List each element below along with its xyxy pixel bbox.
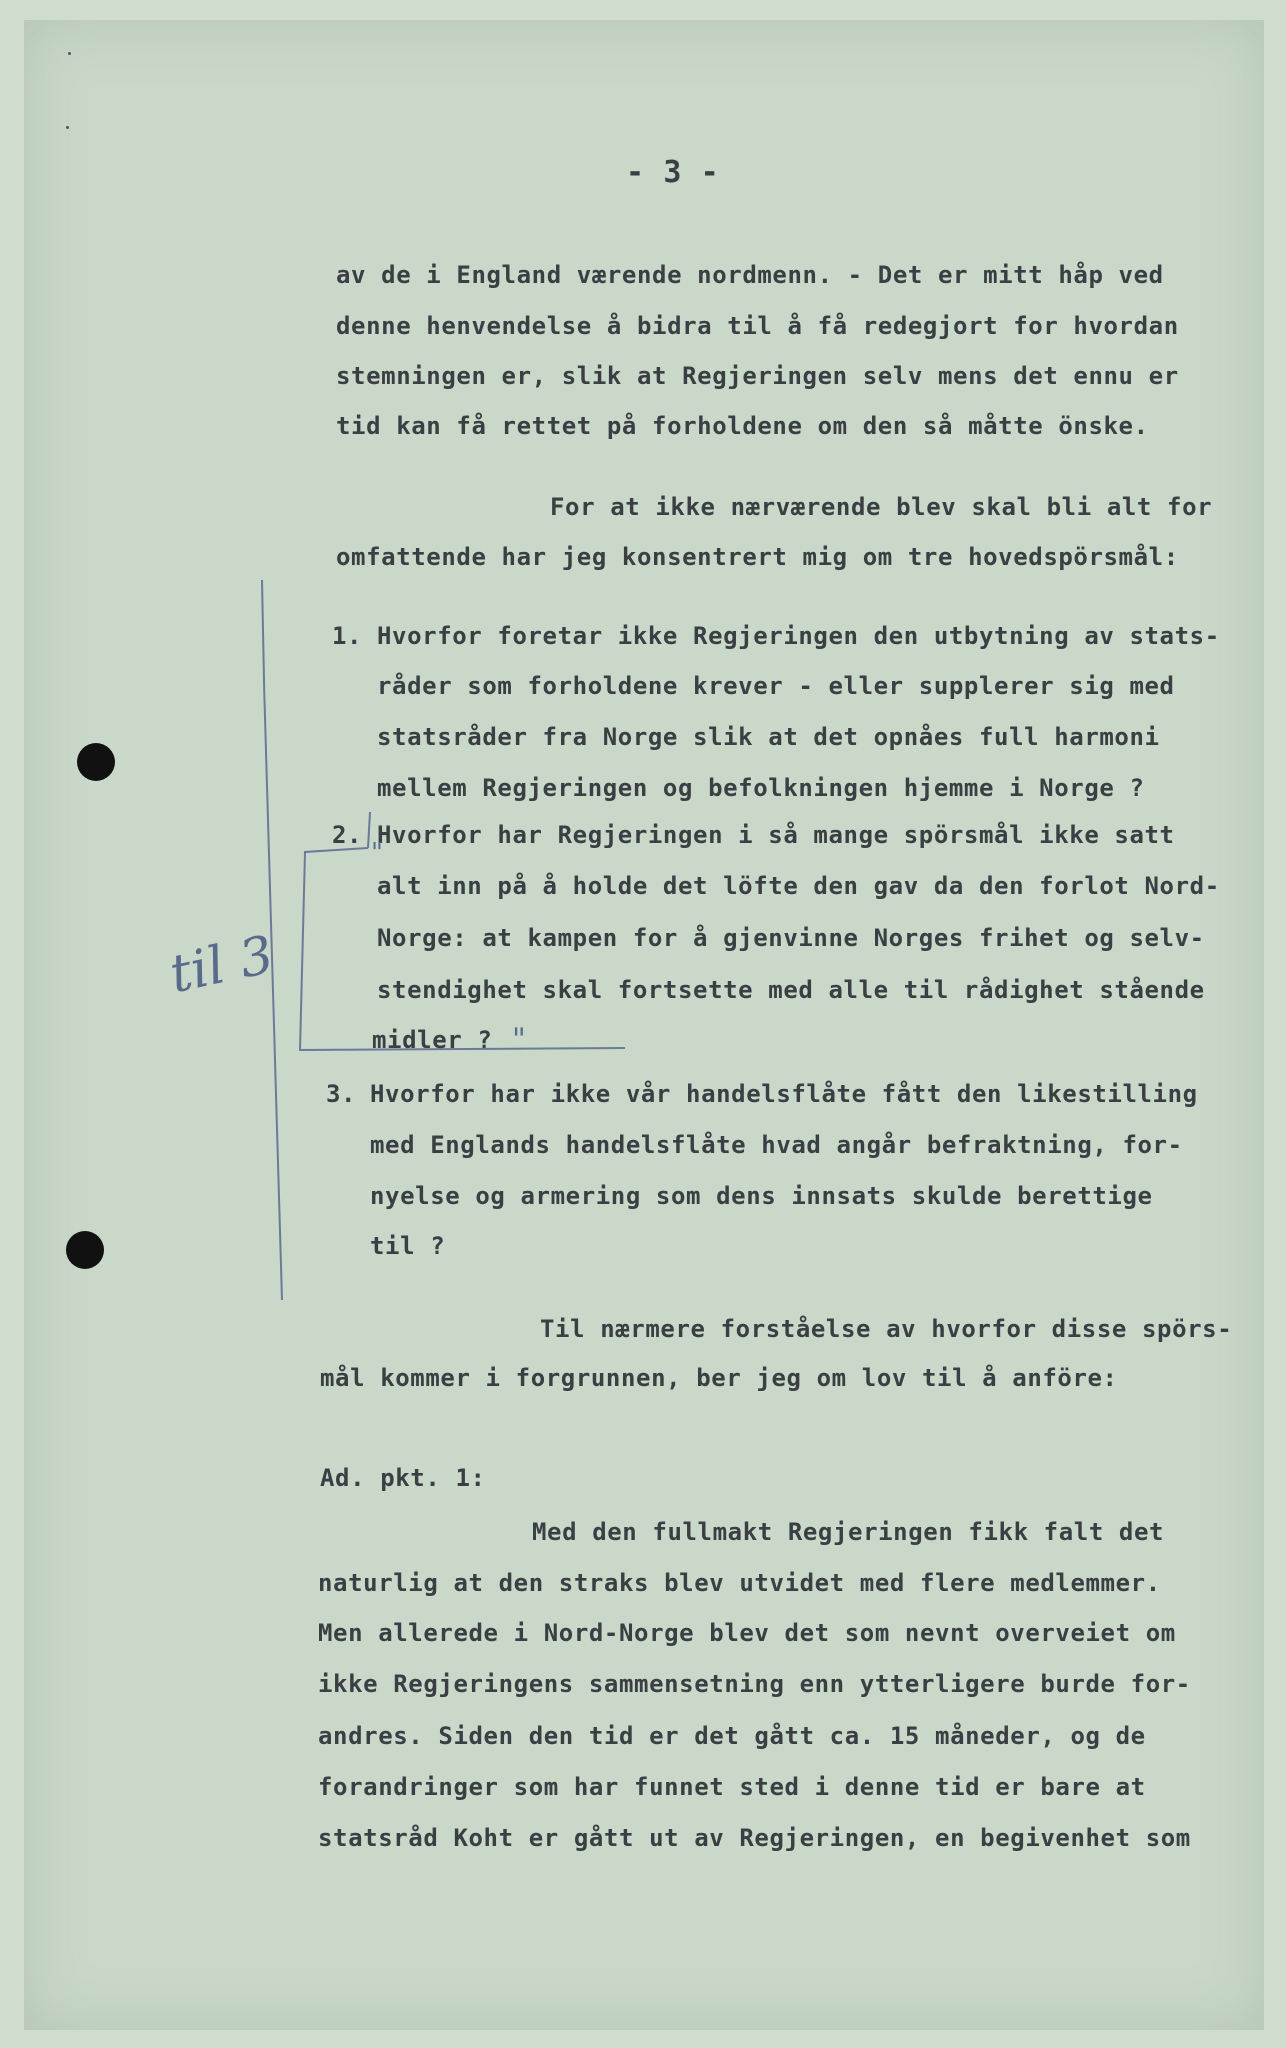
- paragraph-line: Til nærmere forståelse av hvorfor disse spörs-: [540, 1315, 1233, 1343]
- paragraph-line: mål kommer i forgrunnen, ber jeg om lov til å anföre:: [320, 1364, 1118, 1392]
- question-line: statsråder fra Norge slik at det opnåes full harmoni: [377, 723, 1160, 751]
- question-line: Hvorfor foretar ikke Regjeringen den utbytning av stats-: [377, 622, 1220, 650]
- paragraph-line: stemningen er, slik at Regjeringen selv mens det ennu er: [336, 362, 1179, 390]
- paragraph-line: omfattende har jeg konsentrert mig om tre hovedspörsmål:: [336, 543, 1179, 571]
- paragraph-line: Med den fullmakt Regjeringen fikk falt det: [532, 1518, 1165, 1546]
- question-line: stendighet skal fortsette med alle til rådighet stående: [377, 976, 1205, 1004]
- question-line: mellem Regjeringen og befolkningen hjemme i Norge ?: [377, 774, 1145, 802]
- quote-close-mark: ": [512, 1022, 526, 1057]
- question-line: nyelse og armering som dens innsats skulde berettige: [370, 1182, 1153, 1210]
- paragraph-line: Men allerede i Nord-Norge blev det som nevnt overveiet om: [318, 1619, 1176, 1647]
- bracket-mark: [300, 848, 625, 1054]
- bracket-tick: [368, 812, 370, 848]
- paragraph-line: andres. Siden den tid er det gått ca. 15 måneder, og de: [318, 1722, 1146, 1750]
- paragraph-line: tid kan få rettet på forholdene om den så måtte önske.: [336, 412, 1149, 440]
- paragraph-line: av de i England værende nordmenn. - Det er mitt håp ved: [336, 261, 1164, 289]
- margin-note: til 3: [164, 924, 279, 1006]
- paragraph-line: forandringer som har funnet sted i denne tid er bare at: [318, 1773, 1146, 1801]
- section-heading: Ad. pkt. 1:: [320, 1464, 486, 1492]
- question-line: Norge: at kampen for å gjenvinne Norges frihet og selv-: [377, 924, 1205, 952]
- paragraph-line: naturlig at den straks blev utvidet med flere medlemmer.: [318, 1569, 1161, 1597]
- paragraph-line: ikke Regjeringens sammensetning enn ytterligere burde for-: [318, 1670, 1191, 1698]
- question-number: 2.: [332, 821, 363, 849]
- question-line: Hvorfor har Regjeringen i så mange spörsmål ikke satt: [377, 821, 1175, 849]
- question-line: råder som forholdene krever - eller supplerer sig med: [377, 672, 1175, 700]
- paragraph-line: denne henvendelse å bidra til å få redegjort for hvordan: [336, 312, 1179, 340]
- question-line: med Englands handelsflåte hvad angår befraktning, for-: [370, 1131, 1183, 1159]
- question-number: 1.: [332, 622, 363, 650]
- page-number: - 3 -: [626, 155, 720, 190]
- question-line: til ?: [370, 1232, 446, 1260]
- paragraph-line: statsråd Koht er gått ut av Regjeringen, en begivenhet som: [318, 1824, 1191, 1852]
- question-line: alt inn på å holde det löfte den gav da den forlot Nord-: [377, 872, 1220, 900]
- question-line: midler ?: [372, 1026, 493, 1054]
- question-line: Hvorfor har ikke vår handelsflåte fått den likestilling: [370, 1080, 1198, 1108]
- paragraph-line: For at ikke nærværende blev skal bli alt for: [550, 493, 1213, 521]
- question-number: 3.: [326, 1080, 357, 1108]
- quote-open-mark: ": [371, 838, 383, 868]
